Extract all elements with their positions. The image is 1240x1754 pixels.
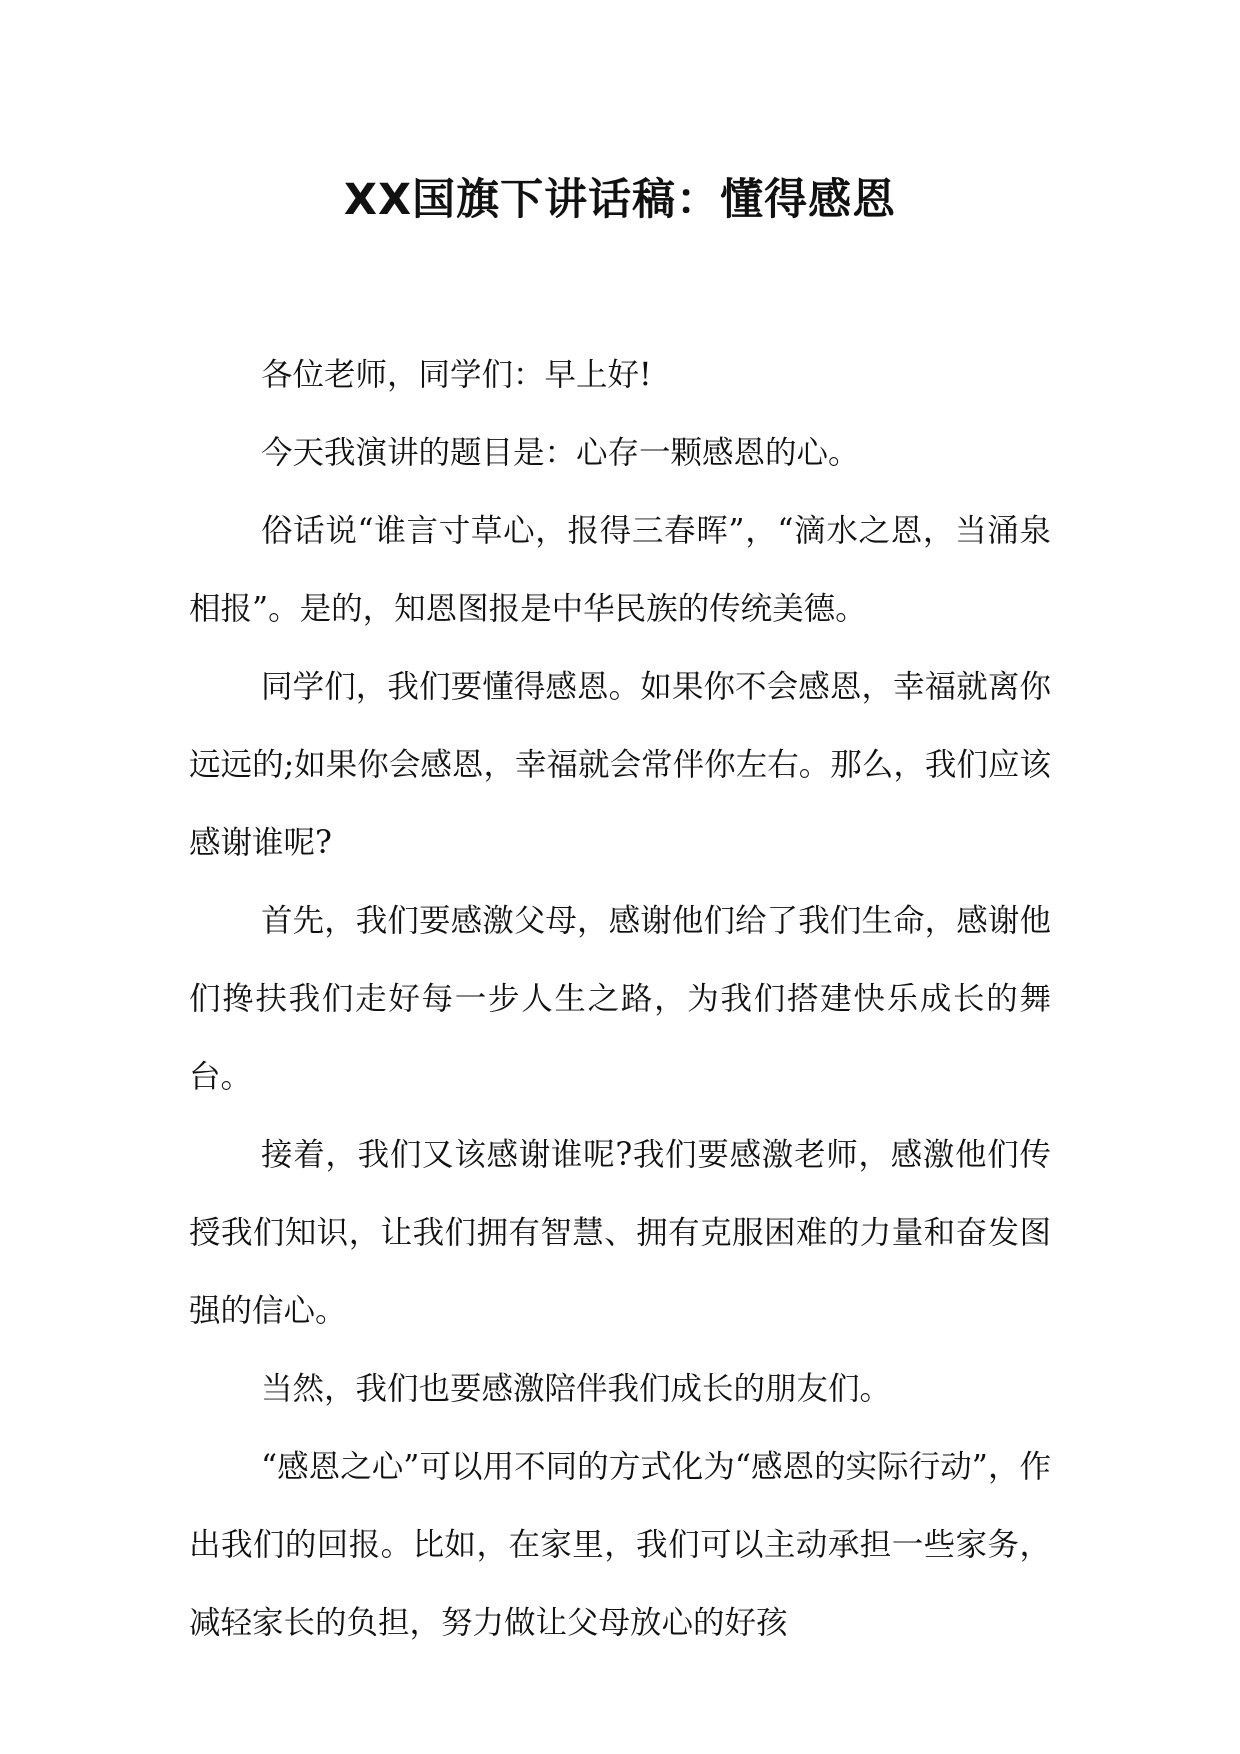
paragraph-topic: 今天我演讲的题目是：心存一颗感恩的心。	[261, 435, 860, 471]
document-body	[189, 336, 1051, 1662]
paragraph-actions: “感恩之心”可以用不同的方式化为“感恩的实际行动”，作出我们的回报。比如，在家里，我们可以主动承担一些家务，减轻家长的负担，努力做让父母放心的好孩	[189, 1449, 1051, 1641]
paragraph-proverb: 俗话说“谁言寸草心，报得三春晖”，“滴水之恩，当涌泉相报”。是的，知恩图报是中华民族的传统美德。	[189, 513, 1051, 627]
paragraph-gratitude: 同学们，我们要懂得感恩。如果你不会感恩，幸福就离你远远的;如果你会感恩，幸福就会常伴你左右。那么，我们应该感谢谁呢?	[189, 669, 1051, 861]
paragraph-friends: 当然，我们也要感激陪伴我们成长的朋友们。	[261, 1371, 892, 1407]
paragraph-teachers: 接着，我们又该感谢谁呢?我们要感激老师，感激他们传授我们知识，让我们拥有智慧、拥有克服困难的力量和奋发图强的信心。	[189, 1137, 1051, 1329]
document-title: XX国旗下讲话稿：懂得感恩	[343, 175, 897, 225]
paragraph-parents: 首先，我们要感激父母，感谢他们给了我们生命，感谢他们搀扶我们走好每一步人生之路，为我们搭建快乐成长的舞台。	[189, 903, 1051, 1095]
paragraph-greeting: 各位老师，同学们：早上好!	[261, 357, 652, 393]
